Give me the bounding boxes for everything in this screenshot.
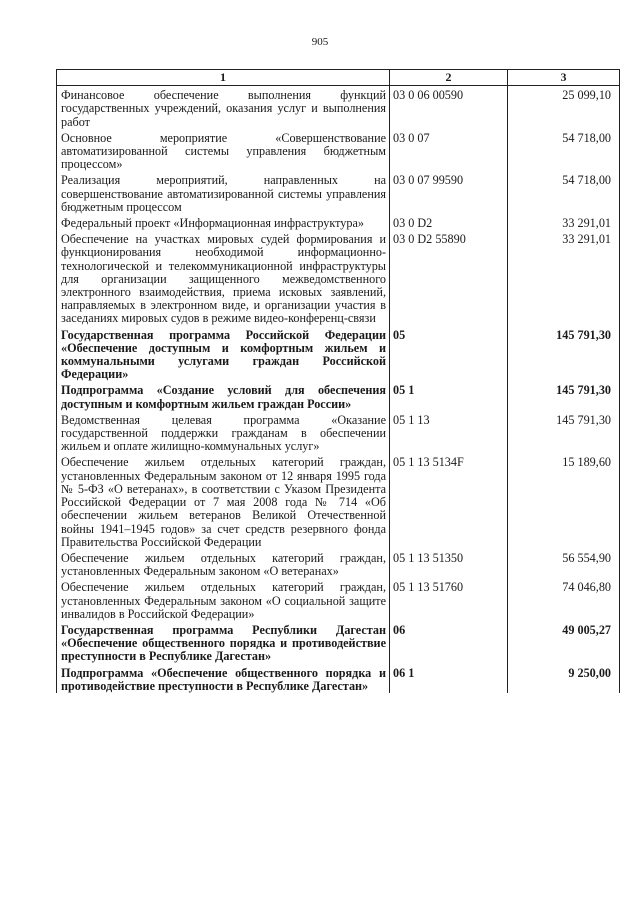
page-number: 905: [311, 36, 329, 48]
table-row: [57, 578, 620, 621]
table-row: [57, 411, 620, 454]
row-amount: 49 005,27: [508, 621, 620, 664]
header-col-1: 1: [57, 70, 390, 86]
row-code: 03 0 D2: [390, 214, 508, 230]
row-amount: 145 791,30: [508, 411, 620, 454]
row-code: 05 1: [390, 381, 508, 410]
header-col-2: 2: [390, 70, 508, 86]
table-row: [57, 326, 620, 382]
row-amount: 56 554,90: [508, 549, 620, 578]
row-name: Подпрограмма «Создание условий для обеспечения доступным и комфортным жильем граждан России»: [57, 381, 390, 410]
row-amount: 54 718,00: [508, 129, 620, 172]
budget-table: [56, 69, 620, 693]
table-row: [57, 664, 620, 693]
table-header: [57, 70, 620, 86]
row-code: 03 0 D2 55890: [390, 230, 508, 325]
table-row: [57, 230, 620, 325]
table-row: [57, 214, 620, 230]
row-name: Ведомственная целевая программа «Оказание государственной поддержки гражданам в обеспечении жильем и оплате жилищно-коммунальных услуг»: [57, 411, 390, 454]
row-name: Обеспечение жильем отдельных категорий граждан, установленных Федеральным законом «О ветеранах»: [57, 549, 390, 578]
row-name: Основное мероприятие «Совершенствование автоматизированной системы управления бюджетным процессом»: [57, 129, 390, 172]
table-row: [57, 381, 620, 410]
row-amount: 54 718,00: [508, 171, 620, 214]
row-name: Государственная программа Республики Дагестан «Обеспечение общественного порядка и противодействие преступности в Республике Дагестан»: [57, 621, 390, 664]
row-name: Федеральный проект «Информационная инфраструктура»: [57, 214, 390, 230]
table-row: [57, 86, 620, 129]
header-col-3: 3: [508, 70, 620, 86]
row-code: 05 1 13 5134F: [390, 453, 508, 548]
row-amount: 25 099,10: [508, 86, 620, 129]
table-row: [57, 549, 620, 578]
table-row: [57, 171, 620, 214]
row-name: Финансовое обеспечение выполнения функций государственных учреждений, оказания услуг и выполнения работ: [57, 86, 390, 129]
row-amount: 145 791,30: [508, 326, 620, 382]
row-code: 06 1: [390, 664, 508, 693]
row-name: Обеспечение на участках мировых судей формирования и функционирования необходимой информационно-технологической и телекоммуникационной инфраструктуры для организации защищенного межведомственного электронного взаимодействия, приема исковых заявлений, направляемых в электронном виде, и организации участия в заседаниях мировых судов в режиме видео-конференц-связи: [57, 230, 390, 325]
row-amount: 33 291,01: [508, 230, 620, 325]
table-row: [57, 621, 620, 664]
row-name: Подпрограмма «Обеспечение общественного порядка и противодействие преступности в Республике Дагестан»: [57, 664, 390, 693]
row-code: 05 1 13 51350: [390, 549, 508, 578]
row-code: 03 0 06 00590: [390, 86, 508, 129]
table-body: [57, 86, 620, 693]
row-code: 03 0 07 99590: [390, 171, 508, 214]
table-row: [57, 129, 620, 172]
row-code: 05 1 13: [390, 411, 508, 454]
row-amount: 145 791,30: [508, 381, 620, 410]
header-row: [57, 70, 620, 86]
row-name: Государственная программа Российской Федерации «Обеспечение доступным и комфортным жильем и коммунальными услугами граждан Российской Федерации»: [57, 326, 390, 382]
row-amount: 15 189,60: [508, 453, 620, 548]
row-name: Обеспечение жильем отдельных категорий граждан, установленных Федеральным законом «О социальной защите инвалидов в Российской Федерации»: [57, 578, 390, 621]
table-row: [57, 453, 620, 548]
row-amount: 9 250,00: [508, 664, 620, 693]
row-code: 03 0 07: [390, 129, 508, 172]
row-name: Реализация мероприятий, направленных на совершенствование автоматизированной системы управления бюджетным процессом: [57, 171, 390, 214]
row-name: Обеспечение жильем отдельных категорий граждан, установленных Федеральным законом от 12 января 1995 года № 5-ФЗ «О ветеранах», в соответствии с Указом Президента Российской Федерации от 7 мая 2008 года № 714 «Об обеспечении жильем ветеранов Великой Отечественной войны 1941–1945 годов» за счет средств резервного фонда Правительства Российской Федерации: [57, 453, 390, 548]
row-amount: 33 291,01: [508, 214, 620, 230]
row-amount: 74 046,80: [508, 578, 620, 621]
row-code: 05 1 13 51760: [390, 578, 508, 621]
row-code: 06: [390, 621, 508, 664]
row-code: 05: [390, 326, 508, 382]
